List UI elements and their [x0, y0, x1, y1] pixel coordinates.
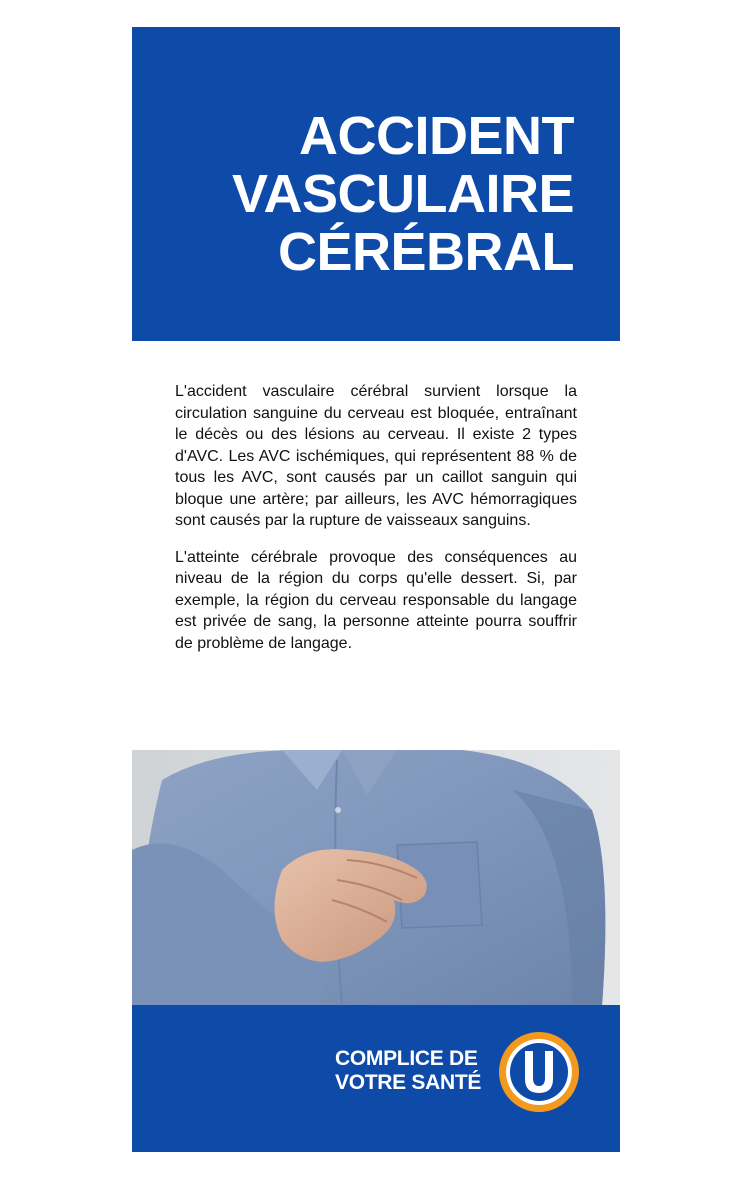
paragraph-1: L'accident vasculaire cérébral survient lorsque la circulation sanguine du cerveau est bloquée, entraînant le décès ou des lésions au cerveau. Il existe 2 types d'AVC. Les AVC ischémiques, qui représentent 88 % de tous les AVC, sont causés par un caillot sanguin qui bloque une artère; par ailleurs, les AVC hémorragiques sont causés par la rupture de vaisseaux sanguins. — [175, 383, 577, 529]
title-line-2: VASCULAIRE — [231, 164, 574, 224]
photo-illustration — [132, 750, 620, 1006]
tagline-line-1: COMPLICE DE — [335, 1047, 478, 1070]
footer-banner — [132, 1005, 620, 1152]
page-title — [232, 107, 574, 281]
man-holding-chest-photo — [132, 750, 620, 1006]
title-banner — [132, 27, 620, 341]
brand-logo — [498, 1031, 580, 1113]
paragraph-2: L'atteinte cérébrale provoque des conséquences au niveau de la région du corps qu'elle dessert. Si, par exemple, la région du cerveau responsable du langage est privée de sang, la personne atteinte pourra souffrir de problème de langage. — [175, 548, 577, 652]
title-line-1: ACCIDENT — [299, 106, 574, 166]
tagline-line-2: VOTRE SANTÉ — [335, 1071, 482, 1094]
article-body — [175, 381, 577, 654]
title-line-3: CÉRÉBRAL — [277, 222, 574, 282]
tagline — [335, 1047, 481, 1095]
